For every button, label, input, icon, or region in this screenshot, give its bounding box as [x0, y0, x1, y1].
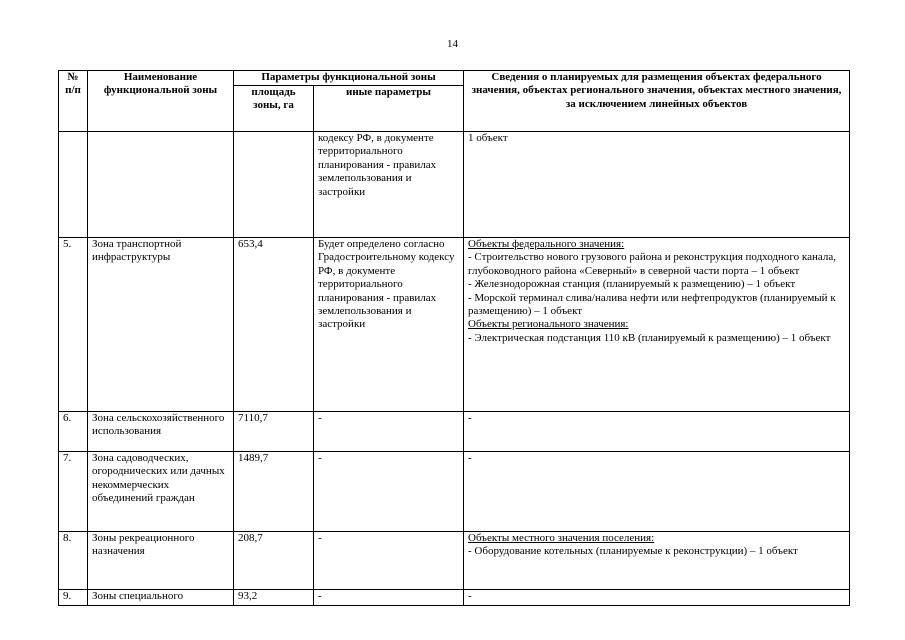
table-body: [59, 132, 850, 606]
object-entry: 1 объект: [468, 132, 508, 144]
header-num: № п/п: [59, 71, 88, 132]
planned-objects-info: [464, 532, 850, 590]
zone-area: 653,4: [234, 238, 314, 412]
zone-area: 208,7: [234, 532, 314, 590]
object-entry: -: [468, 452, 472, 464]
zone-other-params: -: [314, 532, 464, 590]
zone-other-params: -: [314, 412, 464, 452]
object-entry: - Оборудование котельных (планируемые к реконструкции) – 1 объект: [468, 545, 798, 558]
object-entry: - Морской терминал слива/налива нефти или нефтепродуктов (планируемый к размещению) – 1 объект: [468, 291, 836, 318]
header-zone-name: Наименование функциональной зоны: [88, 71, 234, 132]
row-number: 6.: [59, 412, 88, 452]
table-row: [59, 238, 850, 412]
object-entry: -: [468, 590, 472, 602]
zone-name: Зоны специального: [88, 590, 234, 606]
header-planned-objects: Сведения о планируемых для размещения объектах федерального значения, объектах регионального значения, объектах местного значения, за исключением линейных объектов: [464, 71, 850, 132]
planned-objects-info: [464, 238, 850, 412]
functional-zones-table: [58, 70, 850, 606]
zone-name: Зоны рекреационного назначения: [88, 532, 234, 590]
object-entry: - Электрическая подстанция 110 кВ (планируемый к размещению) – 1 объект: [468, 331, 831, 344]
objects-category-heading: Объекты федерального значения:: [468, 238, 625, 250]
row-number: 8.: [59, 532, 88, 590]
table-header: [59, 71, 850, 132]
row-number: [59, 132, 88, 238]
header-other-params: иные параметры: [314, 86, 464, 132]
object-entry: - Железнодорожная станция (планируемый к размещению) – 1 объект: [468, 278, 796, 291]
zone-area: 7110,7: [234, 412, 314, 452]
row-number: 9.: [59, 590, 88, 606]
header-zone-params: Параметры функциональной зоны: [234, 71, 464, 86]
page-number: 14: [447, 38, 458, 50]
zone-name: [88, 132, 234, 238]
table-row: [59, 412, 850, 452]
object-entry: - Строительство нового грузового района и реконструкция подходного канала, глубоководного района «Северный» в северной части порта – 1 объект: [468, 251, 836, 277]
objects-category-heading: Объекты местного значения поселения:: [468, 532, 655, 544]
table-row: [59, 452, 850, 532]
header-area: площадь зоны, га: [234, 86, 314, 132]
planned-objects-info: [464, 590, 850, 606]
zone-area: 1489,7: [234, 452, 314, 532]
object-entry: -: [468, 412, 472, 424]
planned-objects-info: [464, 452, 850, 532]
zone-other-params: кодексу РФ, в документе территориального планирования - правилах землепользования и застройки: [314, 132, 464, 238]
row-number: 7.: [59, 452, 88, 532]
planned-objects-info: [464, 412, 850, 452]
zone-other-params: Будет определено согласно Градостроительному кодексу РФ, в документе территориального планирования - правилах землепользования и застройки: [314, 238, 464, 412]
zone-other-params: -: [314, 590, 464, 606]
zone-name: Зона транспортной инфраструктуры: [88, 238, 234, 412]
table-row: [59, 132, 850, 238]
zone-area: [234, 132, 314, 238]
zone-area: 93,2: [234, 590, 314, 606]
objects-category-heading: Объекты регионального значения:: [468, 318, 629, 331]
table-row: [59, 532, 850, 590]
zone-name: Зона садоводческих, огороднических или дачных некоммерческих объединений граждан: [88, 452, 234, 532]
zone-other-params: -: [314, 452, 464, 532]
zone-name: Зона сельскохозяйственного использования: [88, 412, 234, 452]
planned-objects-info: [464, 132, 850, 238]
table-row: [59, 590, 850, 606]
row-number: 5.: [59, 238, 88, 412]
